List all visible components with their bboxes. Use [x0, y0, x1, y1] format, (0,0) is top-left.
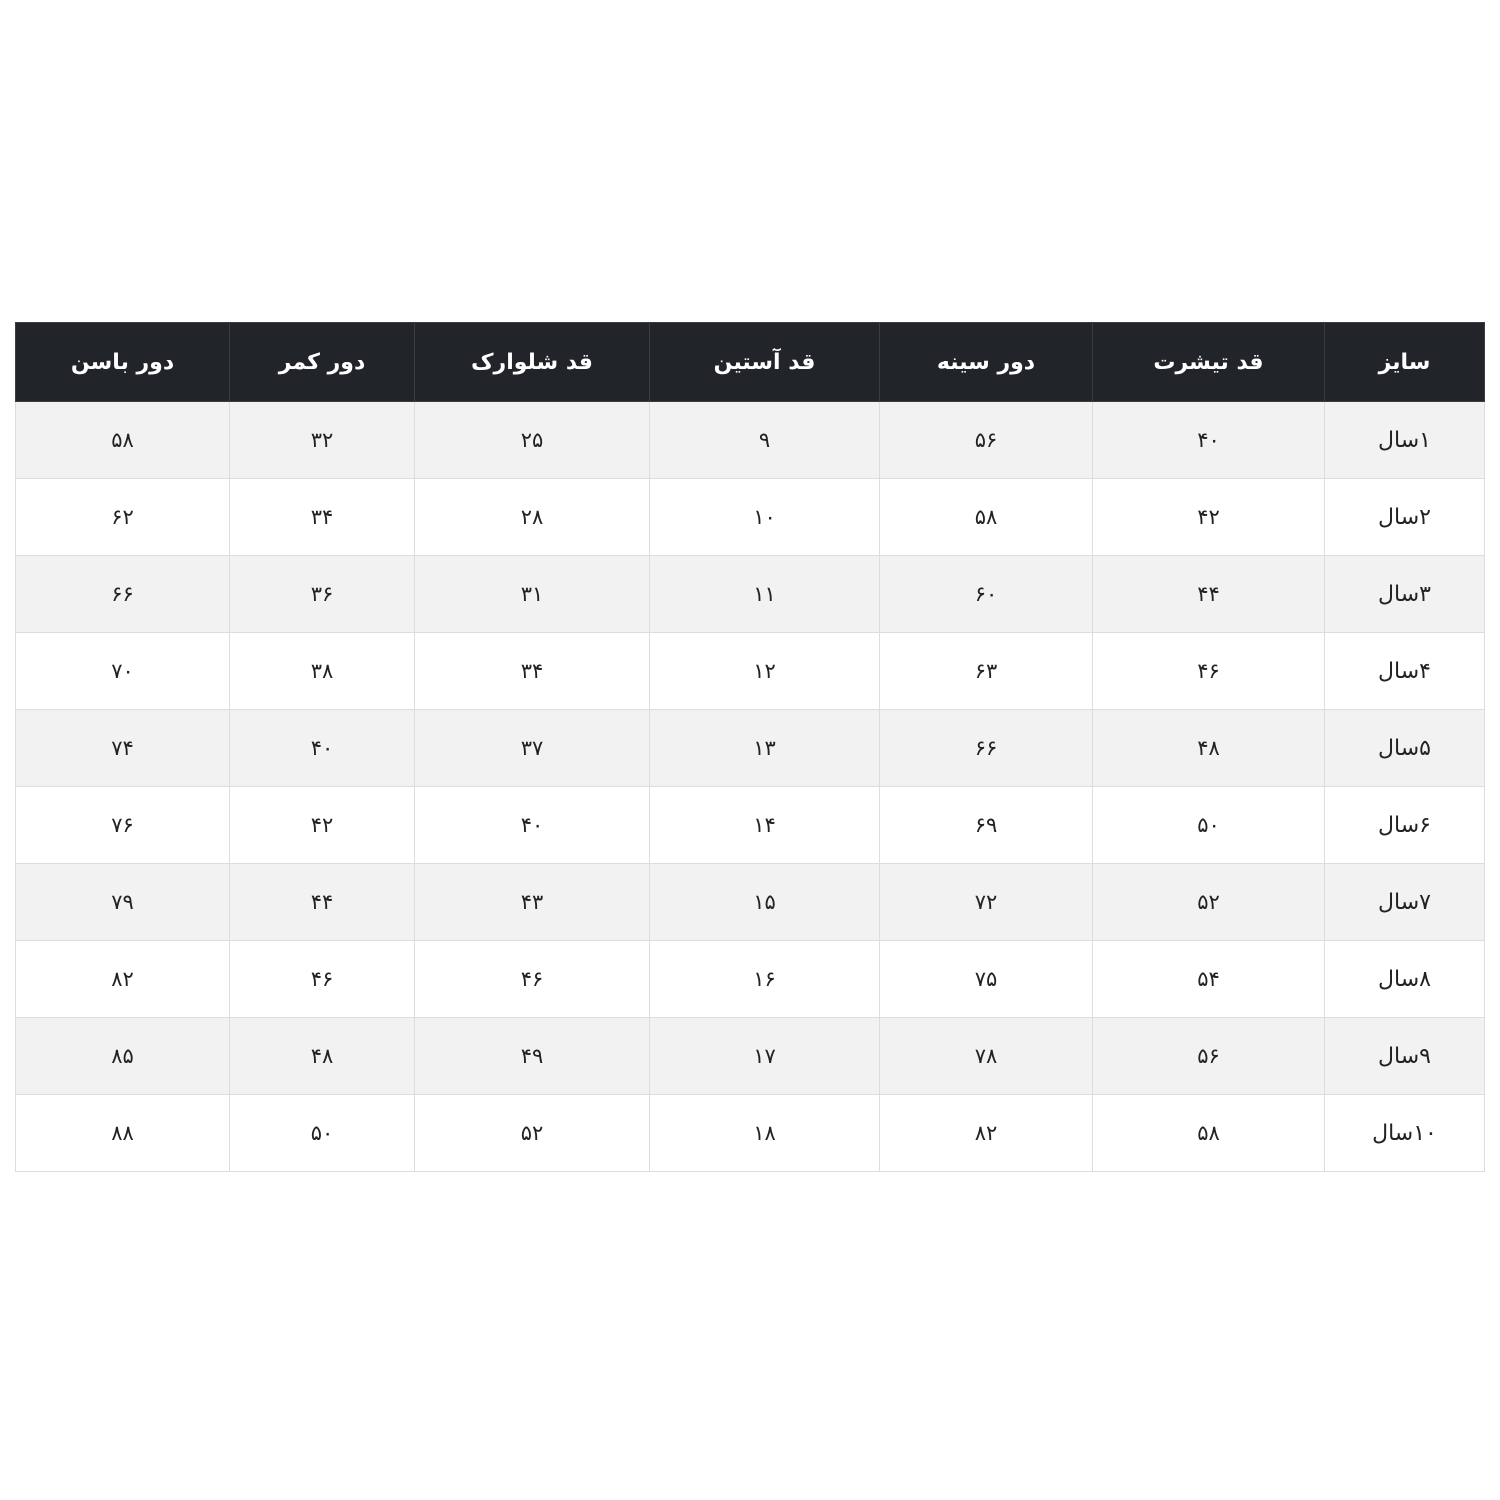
sleeve-length-cell: ۱۷ — [650, 1018, 880, 1095]
column-header-tshirt-length: قد تیشرت — [1093, 323, 1325, 402]
shorts-length-cell: ۴۶ — [415, 941, 650, 1018]
table-row — [16, 787, 1485, 864]
table-row — [16, 1018, 1485, 1095]
column-header-chest: دور سینه — [880, 323, 1093, 402]
hip-cell: ۷۶ — [16, 787, 230, 864]
table-row — [16, 864, 1485, 941]
chest-cell: ۸۲ — [880, 1095, 1093, 1172]
table-row — [16, 402, 1485, 479]
tshirt-length-cell: ۵۰ — [1093, 787, 1325, 864]
table-header-row — [16, 323, 1485, 402]
waist-cell: ۳۴ — [230, 479, 415, 556]
sleeve-length-cell: ۱۵ — [650, 864, 880, 941]
hip-cell: ۸۵ — [16, 1018, 230, 1095]
size-cell: ۷سال — [1325, 864, 1485, 941]
hip-cell: ۶۲ — [16, 479, 230, 556]
table-row — [16, 941, 1485, 1018]
size-cell: ۳سال — [1325, 556, 1485, 633]
chest-cell: ۶۶ — [880, 710, 1093, 787]
tshirt-length-cell: ۴۴ — [1093, 556, 1325, 633]
waist-cell: ۴۴ — [230, 864, 415, 941]
column-header-size: سایز — [1325, 323, 1485, 402]
chest-cell: ۵۸ — [880, 479, 1093, 556]
hip-cell: ۷۹ — [16, 864, 230, 941]
tshirt-length-cell: ۵۲ — [1093, 864, 1325, 941]
size-cell: ۹سال — [1325, 1018, 1485, 1095]
tshirt-length-cell: ۴۰ — [1093, 402, 1325, 479]
tshirt-length-cell: ۵۸ — [1093, 1095, 1325, 1172]
size-cell: ۱سال — [1325, 402, 1485, 479]
column-header-waist: دور کمر — [230, 323, 415, 402]
chest-cell: ۷۵ — [880, 941, 1093, 1018]
shorts-length-cell: ۴۰ — [415, 787, 650, 864]
hip-cell: ۷۰ — [16, 633, 230, 710]
tshirt-length-cell: ۴۶ — [1093, 633, 1325, 710]
shorts-length-cell: ۳۷ — [415, 710, 650, 787]
hip-cell: ۵۸ — [16, 402, 230, 479]
waist-cell: ۳۸ — [230, 633, 415, 710]
shorts-length-cell: ۳۴ — [415, 633, 650, 710]
size-cell: ۱۰سال — [1325, 1095, 1485, 1172]
waist-cell: ۴۰ — [230, 710, 415, 787]
hip-cell: ۶۶ — [16, 556, 230, 633]
size-cell: ۸سال — [1325, 941, 1485, 1018]
sleeve-length-cell: ۱۸ — [650, 1095, 880, 1172]
tshirt-length-cell: ۴۲ — [1093, 479, 1325, 556]
sleeve-length-cell: ۱۲ — [650, 633, 880, 710]
chest-cell: ۶۰ — [880, 556, 1093, 633]
chest-cell: ۵۶ — [880, 402, 1093, 479]
size-chart — [15, 322, 1484, 1172]
column-header-hip: دور باسن — [16, 323, 230, 402]
chest-cell: ۷۸ — [880, 1018, 1093, 1095]
size-cell: ۲سال — [1325, 479, 1485, 556]
tshirt-length-cell: ۵۶ — [1093, 1018, 1325, 1095]
table-row — [16, 633, 1485, 710]
column-header-shorts-length: قد شلوارک — [415, 323, 650, 402]
table-row — [16, 479, 1485, 556]
chest-cell: ۷۲ — [880, 864, 1093, 941]
sleeve-length-cell: ۱۴ — [650, 787, 880, 864]
hip-cell: ۷۴ — [16, 710, 230, 787]
shorts-length-cell: ۴۹ — [415, 1018, 650, 1095]
table-row — [16, 710, 1485, 787]
shorts-length-cell: ۳۱ — [415, 556, 650, 633]
hip-cell: ۸۲ — [16, 941, 230, 1018]
waist-cell: ۳۲ — [230, 402, 415, 479]
table-row — [16, 556, 1485, 633]
chest-cell: ۶۹ — [880, 787, 1093, 864]
sleeve-length-cell: ۱۱ — [650, 556, 880, 633]
sleeve-length-cell: ۱۳ — [650, 710, 880, 787]
shorts-length-cell: ۲۵ — [415, 402, 650, 479]
waist-cell: ۵۰ — [230, 1095, 415, 1172]
chest-cell: ۶۳ — [880, 633, 1093, 710]
waist-cell: ۴۶ — [230, 941, 415, 1018]
hip-cell: ۸۸ — [16, 1095, 230, 1172]
column-header-sleeve-length: قد آستین — [650, 323, 880, 402]
waist-cell: ۴۸ — [230, 1018, 415, 1095]
shorts-length-cell: ۴۳ — [415, 864, 650, 941]
size-chart-table — [15, 322, 1485, 1172]
size-cell: ۴سال — [1325, 633, 1485, 710]
size-cell: ۶سال — [1325, 787, 1485, 864]
waist-cell: ۴۲ — [230, 787, 415, 864]
tshirt-length-cell: ۵۴ — [1093, 941, 1325, 1018]
shorts-length-cell: ۵۲ — [415, 1095, 650, 1172]
sleeve-length-cell: ۱۶ — [650, 941, 880, 1018]
waist-cell: ۳۶ — [230, 556, 415, 633]
sleeve-length-cell: ۱۰ — [650, 479, 880, 556]
shorts-length-cell: ۲۸ — [415, 479, 650, 556]
sleeve-length-cell: ۹ — [650, 402, 880, 479]
table-row — [16, 1095, 1485, 1172]
tshirt-length-cell: ۴۸ — [1093, 710, 1325, 787]
size-cell: ۵سال — [1325, 710, 1485, 787]
